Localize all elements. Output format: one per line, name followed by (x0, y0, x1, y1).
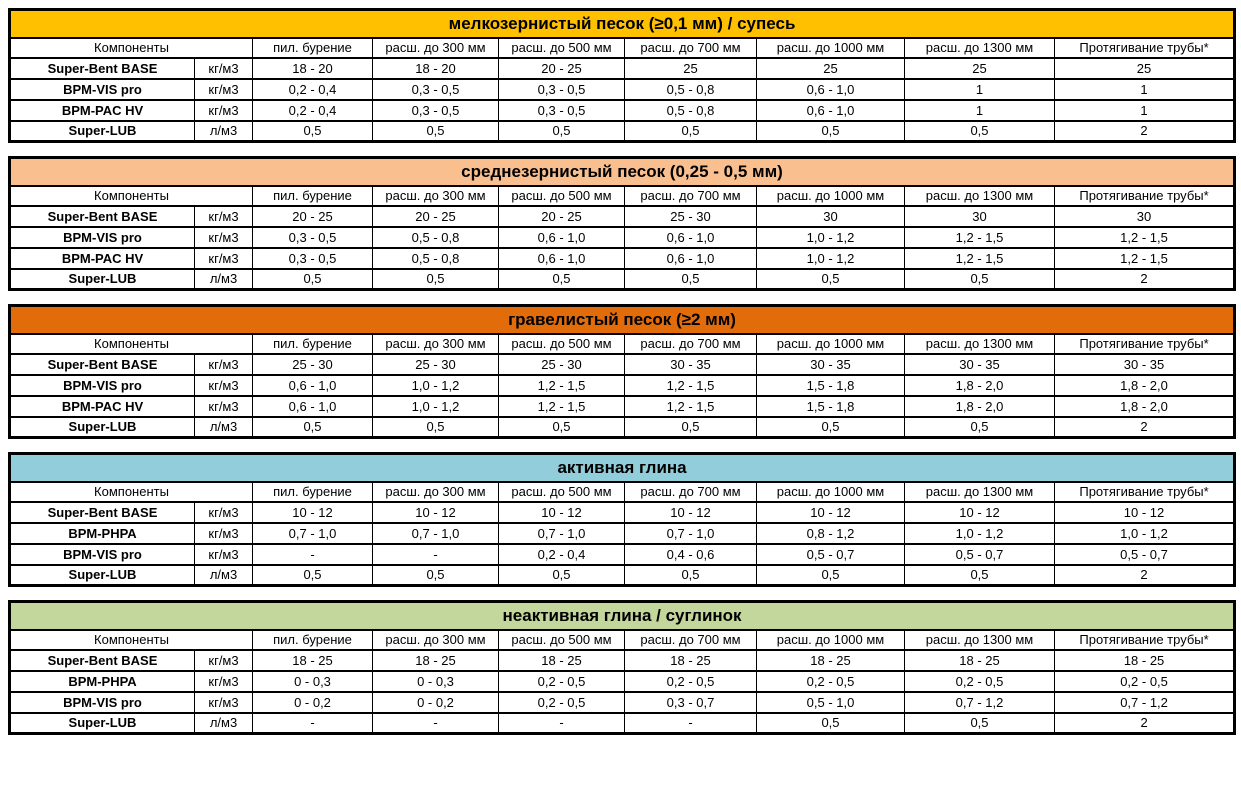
component-name-cell: BPM-PHPA (10, 523, 195, 544)
component-name-cell: BPM-VIS pro (10, 544, 195, 565)
value-cell: 18 - 25 (625, 650, 757, 671)
value-cell: 0,5 (905, 269, 1055, 290)
table-title: гравелистый песок (≥2 мм) (10, 306, 1235, 334)
table-title: неактивная глина / суглинок (10, 602, 1235, 630)
column-header: расш. до 500 мм (499, 482, 625, 502)
unit-cell: кг/м3 (195, 692, 253, 713)
value-cell: 0,6 - 1,0 (253, 375, 373, 396)
column-header: расш. до 500 мм (499, 186, 625, 206)
column-header: расш. до 300 мм (373, 482, 499, 502)
value-cell: 0,5 (757, 565, 905, 586)
value-cell: 1,0 - 1,2 (373, 396, 499, 417)
column-header: расш. до 1000 мм (757, 334, 905, 354)
value-cell: - (373, 544, 499, 565)
unit-cell: кг/м3 (195, 206, 253, 227)
table-title-row (10, 158, 1235, 186)
value-cell: 25 (905, 58, 1055, 79)
value-cell: 1,2 - 1,5 (499, 375, 625, 396)
column-header-components: Компоненты (10, 630, 253, 650)
value-cell: 2 (1055, 269, 1235, 290)
value-cell: 0,5 - 0,8 (625, 100, 757, 121)
unit-cell: кг/м3 (195, 58, 253, 79)
value-cell: 0,5 (757, 713, 905, 734)
value-cell: - (499, 713, 625, 734)
unit-cell: кг/м3 (195, 79, 253, 100)
table-row (10, 227, 1235, 248)
value-cell: 0,3 - 0,5 (253, 227, 373, 248)
value-cell: 0,7 - 1,0 (373, 523, 499, 544)
value-cell: 20 - 25 (499, 206, 625, 227)
component-name-cell: Super-Bent BASE (10, 502, 195, 523)
value-cell: 0,5 (905, 417, 1055, 438)
column-header: пил. бурение (253, 186, 373, 206)
value-cell: 1,0 - 1,2 (1055, 523, 1235, 544)
column-header: расш. до 1300 мм (905, 630, 1055, 650)
value-cell: 25 - 30 (625, 206, 757, 227)
value-cell: 10 - 12 (625, 502, 757, 523)
column-header: расш. до 1000 мм (757, 38, 905, 58)
value-cell: 0,6 - 1,0 (253, 396, 373, 417)
table-row (10, 121, 1235, 142)
value-cell: 0,5 (373, 417, 499, 438)
table-row (10, 206, 1235, 227)
component-name-cell: Super-LUB (10, 565, 195, 586)
value-cell: 25 (757, 58, 905, 79)
table-row (10, 375, 1235, 396)
component-name-cell: BPM-VIS pro (10, 375, 195, 396)
value-cell: 18 - 20 (253, 58, 373, 79)
value-cell: 20 - 25 (373, 206, 499, 227)
value-cell: 0 - 0,2 (373, 692, 499, 713)
column-header: расш. до 300 мм (373, 630, 499, 650)
value-cell: 30 (757, 206, 905, 227)
column-header: Протягивание трубы* (1055, 334, 1235, 354)
value-cell: 0,5 (499, 269, 625, 290)
value-cell: 1,2 - 1,5 (499, 396, 625, 417)
component-name-cell: BPM-PHPA (10, 671, 195, 692)
column-header: пил. бурение (253, 334, 373, 354)
value-cell: 18 - 25 (253, 650, 373, 671)
column-header-components: Компоненты (10, 186, 253, 206)
value-cell: 0,7 - 1,0 (253, 523, 373, 544)
value-cell: 2 (1055, 565, 1235, 586)
value-cell: 0,4 - 0,6 (625, 544, 757, 565)
column-header: расш. до 1000 мм (757, 630, 905, 650)
value-cell: 0,2 - 0,4 (253, 79, 373, 100)
column-header: расш. до 300 мм (373, 186, 499, 206)
column-header: расш. до 1300 мм (905, 482, 1055, 502)
value-cell: 0,5 - 0,8 (625, 79, 757, 100)
value-cell: 0,5 (905, 121, 1055, 142)
value-cell: 2 (1055, 417, 1235, 438)
table-title: мелкозернистый песок (≥0,1 мм) / супесь (10, 10, 1235, 38)
unit-cell: кг/м3 (195, 375, 253, 396)
soil-table-0 (8, 8, 1236, 143)
value-cell: 0,3 - 0,5 (499, 100, 625, 121)
value-cell: 1 (1055, 100, 1235, 121)
unit-cell: кг/м3 (195, 502, 253, 523)
value-cell: 1,2 - 1,5 (905, 227, 1055, 248)
table-row (10, 671, 1235, 692)
value-cell: 0,2 - 0,5 (625, 671, 757, 692)
value-cell: 0,5 (757, 269, 905, 290)
value-cell: 0,7 - 1,2 (905, 692, 1055, 713)
value-cell: 0,3 - 0,7 (625, 692, 757, 713)
table-row (10, 544, 1235, 565)
value-cell: 0,5 (625, 565, 757, 586)
value-cell: 0,5 - 0,7 (1055, 544, 1235, 565)
component-name-cell: Super-LUB (10, 269, 195, 290)
unit-cell: л/м3 (195, 565, 253, 586)
column-header-components: Компоненты (10, 38, 253, 58)
component-name-cell: BPM-VIS pro (10, 227, 195, 248)
value-cell: 10 - 12 (905, 502, 1055, 523)
value-cell: 0,7 - 1,0 (499, 523, 625, 544)
value-cell: 0,6 - 1,0 (499, 227, 625, 248)
value-cell: 2 (1055, 713, 1235, 734)
value-cell: 1,0 - 1,2 (757, 227, 905, 248)
value-cell: 0,3 - 0,5 (253, 248, 373, 269)
column-header: расш. до 1300 мм (905, 38, 1055, 58)
value-cell: 1 (1055, 79, 1235, 100)
component-name-cell: Super-Bent BASE (10, 58, 195, 79)
value-cell: 0,5 (253, 269, 373, 290)
column-header: пил. бурение (253, 630, 373, 650)
component-name-cell: BPM-VIS pro (10, 79, 195, 100)
value-cell: 0,5 (373, 121, 499, 142)
table-row (10, 58, 1235, 79)
value-cell: 1 (905, 79, 1055, 100)
unit-cell: кг/м3 (195, 248, 253, 269)
value-cell: 0,3 - 0,5 (499, 79, 625, 100)
value-cell: 0 - 0,2 (253, 692, 373, 713)
table-row (10, 417, 1235, 438)
column-header: расш. до 700 мм (625, 38, 757, 58)
table-title-row (10, 10, 1235, 38)
unit-cell: л/м3 (195, 269, 253, 290)
value-cell: 0,5 (905, 565, 1055, 586)
value-cell: 25 (625, 58, 757, 79)
value-cell: 18 - 25 (373, 650, 499, 671)
value-cell: 0,6 - 1,0 (499, 248, 625, 269)
value-cell: 1,2 - 1,5 (1055, 227, 1235, 248)
table-title-row (10, 602, 1235, 630)
value-cell: 0,5 (625, 121, 757, 142)
value-cell: 30 - 35 (905, 354, 1055, 375)
table-row (10, 502, 1235, 523)
column-header: расш. до 1300 мм (905, 334, 1055, 354)
table-title-row (10, 454, 1235, 482)
unit-cell: л/м3 (195, 417, 253, 438)
value-cell: 1,8 - 2,0 (905, 396, 1055, 417)
value-cell: 0,2 - 0,5 (499, 692, 625, 713)
column-header: расш. до 300 мм (373, 38, 499, 58)
value-cell: 1,8 - 2,0 (1055, 396, 1235, 417)
unit-cell: кг/м3 (195, 523, 253, 544)
value-cell: 0,5 - 0,7 (757, 544, 905, 565)
value-cell: 10 - 12 (757, 502, 905, 523)
value-cell: 25 - 30 (499, 354, 625, 375)
value-cell: 0,2 - 0,5 (499, 671, 625, 692)
value-cell: 18 - 25 (1055, 650, 1235, 671)
value-cell: 1,0 - 1,2 (373, 375, 499, 396)
component-name-cell: Super-Bent BASE (10, 206, 195, 227)
value-cell: 10 - 12 (253, 502, 373, 523)
soil-table-2 (8, 304, 1236, 439)
column-header: расш. до 1000 мм (757, 482, 905, 502)
value-cell: 0,3 - 0,5 (373, 79, 499, 100)
table-title-row (10, 306, 1235, 334)
value-cell: 0,6 - 1,0 (625, 227, 757, 248)
value-cell: 0,6 - 1,0 (625, 248, 757, 269)
column-header-components: Компоненты (10, 482, 253, 502)
unit-cell: кг/м3 (195, 544, 253, 565)
value-cell: 1,2 - 1,5 (625, 396, 757, 417)
table-row (10, 692, 1235, 713)
value-cell: 0,5 (373, 269, 499, 290)
unit-cell: кг/м3 (195, 227, 253, 248)
component-name-cell: BPM-VIS pro (10, 692, 195, 713)
value-cell: 1,5 - 1,8 (757, 375, 905, 396)
table-row (10, 100, 1235, 121)
value-cell: 0 - 0,3 (373, 671, 499, 692)
column-header: Протягивание трубы* (1055, 186, 1235, 206)
column-header: расш. до 700 мм (625, 334, 757, 354)
value-cell: 0,8 - 1,2 (757, 523, 905, 544)
value-cell: 0,5 (757, 121, 905, 142)
value-cell: 0,5 (625, 269, 757, 290)
table-row (10, 269, 1235, 290)
value-cell: - (373, 713, 499, 734)
value-cell: 20 - 25 (499, 58, 625, 79)
value-cell: 30 (905, 206, 1055, 227)
value-cell: 2 (1055, 121, 1235, 142)
component-name-cell: Super-LUB (10, 417, 195, 438)
value-cell: 20 - 25 (253, 206, 373, 227)
column-header: расш. до 700 мм (625, 186, 757, 206)
component-name-cell: BPM-PAC HV (10, 248, 195, 269)
column-header: Протягивание трубы* (1055, 482, 1235, 502)
value-cell: 0,5 (253, 565, 373, 586)
value-cell: 0,5 (905, 713, 1055, 734)
value-cell: 0,5 - 1,0 (757, 692, 905, 713)
value-cell: 0,7 - 1,2 (1055, 692, 1235, 713)
value-cell: 0,5 - 0,8 (373, 248, 499, 269)
column-header-components: Компоненты (10, 334, 253, 354)
table-row (10, 713, 1235, 734)
soil-table-1 (8, 156, 1236, 291)
value-cell: 1 (905, 100, 1055, 121)
value-cell: 1,8 - 2,0 (905, 375, 1055, 396)
soil-table-4 (8, 600, 1236, 735)
value-cell: 18 - 20 (373, 58, 499, 79)
value-cell: 1,0 - 1,2 (905, 523, 1055, 544)
value-cell: 0,2 - 0,5 (905, 671, 1055, 692)
unit-cell: л/м3 (195, 121, 253, 142)
unit-cell: л/м3 (195, 713, 253, 734)
value-cell: 1,2 - 1,5 (625, 375, 757, 396)
soil-table-3 (8, 452, 1236, 587)
value-cell: 18 - 25 (499, 650, 625, 671)
table-row (10, 523, 1235, 544)
value-cell: 0,5 (253, 417, 373, 438)
column-header: расш. до 300 мм (373, 334, 499, 354)
value-cell: 10 - 12 (499, 502, 625, 523)
value-cell: 18 - 25 (905, 650, 1055, 671)
value-cell: 25 - 30 (253, 354, 373, 375)
value-cell: 30 - 35 (1055, 354, 1235, 375)
value-cell: 0,5 - 0,7 (905, 544, 1055, 565)
value-cell: 0,6 - 1,0 (757, 100, 905, 121)
column-header-row (10, 630, 1235, 650)
value-cell: 10 - 12 (1055, 502, 1235, 523)
column-header: пил. бурение (253, 38, 373, 58)
column-header-row (10, 482, 1235, 502)
value-cell: 0,5 (499, 417, 625, 438)
value-cell: 30 (1055, 206, 1235, 227)
value-cell: 30 - 35 (625, 354, 757, 375)
value-cell: - (253, 544, 373, 565)
value-cell: 0,5 (757, 417, 905, 438)
component-name-cell: BPM-PAC HV (10, 100, 195, 121)
value-cell: 0,3 - 0,5 (373, 100, 499, 121)
table-row (10, 650, 1235, 671)
column-header: расш. до 700 мм (625, 482, 757, 502)
value-cell: 1,8 - 2,0 (1055, 375, 1235, 396)
column-header: расш. до 500 мм (499, 38, 625, 58)
value-cell: 1,2 - 1,5 (1055, 248, 1235, 269)
value-cell: 0,5 (499, 121, 625, 142)
value-cell: 18 - 25 (757, 650, 905, 671)
value-cell: 0,2 - 0,4 (253, 100, 373, 121)
value-cell: 25 (1055, 58, 1235, 79)
value-cell: 0,5 (253, 121, 373, 142)
column-header: расш. до 1000 мм (757, 186, 905, 206)
value-cell: 1,5 - 1,8 (757, 396, 905, 417)
unit-cell: кг/м3 (195, 650, 253, 671)
table-row (10, 79, 1235, 100)
component-name-cell: Super-Bent BASE (10, 354, 195, 375)
value-cell: 0,5 - 0,8 (373, 227, 499, 248)
value-cell: 0,2 - 0,4 (499, 544, 625, 565)
column-header: расш. до 500 мм (499, 630, 625, 650)
column-header: расш. до 700 мм (625, 630, 757, 650)
table-row (10, 354, 1235, 375)
value-cell: - (253, 713, 373, 734)
table-title: активная глина (10, 454, 1235, 482)
value-cell: 0,6 - 1,0 (757, 79, 905, 100)
column-header: Протягивание трубы* (1055, 630, 1235, 650)
column-header: расш. до 500 мм (499, 334, 625, 354)
unit-cell: кг/м3 (195, 100, 253, 121)
value-cell: 10 - 12 (373, 502, 499, 523)
value-cell: - (625, 713, 757, 734)
unit-cell: кг/м3 (195, 671, 253, 692)
value-cell: 0,2 - 0,5 (1055, 671, 1235, 692)
component-name-cell: BPM-PAC HV (10, 396, 195, 417)
value-cell: 0 - 0,3 (253, 671, 373, 692)
value-cell: 25 - 30 (373, 354, 499, 375)
column-header: Протягивание трубы* (1055, 38, 1235, 58)
value-cell: 1,0 - 1,2 (757, 248, 905, 269)
column-header-row (10, 334, 1235, 354)
table-row (10, 396, 1235, 417)
table-title: среднезернистый песок (0,25 - 0,5 мм) (10, 158, 1235, 186)
value-cell: 1,2 - 1,5 (905, 248, 1055, 269)
unit-cell: кг/м3 (195, 354, 253, 375)
component-name-cell: Super-LUB (10, 121, 195, 142)
column-header: расш. до 1300 мм (905, 186, 1055, 206)
table-row (10, 565, 1235, 586)
column-header: пил. бурение (253, 482, 373, 502)
column-header-row (10, 186, 1235, 206)
table-row (10, 248, 1235, 269)
value-cell: 0,5 (625, 417, 757, 438)
component-name-cell: Super-LUB (10, 713, 195, 734)
value-cell: 0,7 - 1,0 (625, 523, 757, 544)
column-header-row (10, 38, 1235, 58)
value-cell: 0,5 (373, 565, 499, 586)
component-name-cell: Super-Bent BASE (10, 650, 195, 671)
value-cell: 0,5 (499, 565, 625, 586)
unit-cell: кг/м3 (195, 396, 253, 417)
value-cell: 0,2 - 0,5 (757, 671, 905, 692)
value-cell: 30 - 35 (757, 354, 905, 375)
